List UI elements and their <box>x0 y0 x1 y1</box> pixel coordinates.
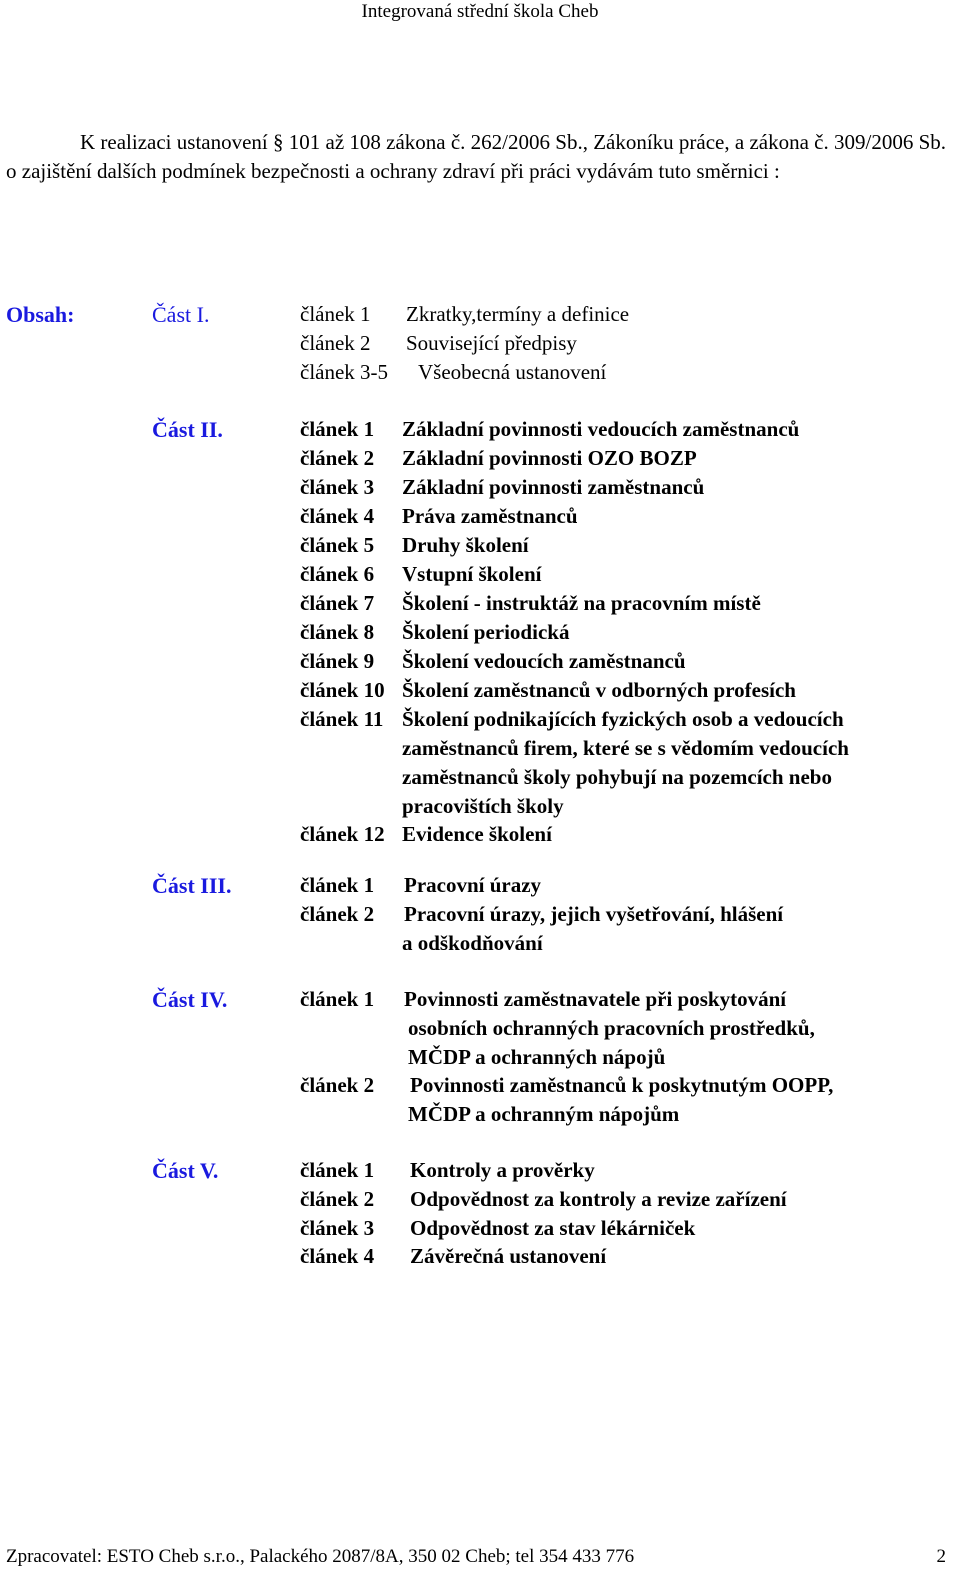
article-title-continuation: MČDP a ochranným nápojům <box>408 1102 680 1126</box>
page-number: 2 <box>936 1546 946 1567</box>
page-header: Integrovaná střední škola Cheb <box>361 1 599 22</box>
article-number: článek 2 <box>300 446 375 470</box>
part-5-article-1 <box>300 1156 595 1185</box>
page-footer <box>6 1545 946 1569</box>
article-number: článek 3 <box>300 1216 375 1240</box>
part-1-article-3 <box>300 358 606 387</box>
article-number: článek 5 <box>300 533 375 557</box>
article-number: článek 1 <box>300 417 375 441</box>
article-title: Evidence školení <box>402 822 552 846</box>
article-title: Všeobecná ustanovení <box>418 360 607 384</box>
article-title: Povinnosti zaměstnanců k poskytnutým OOPP, <box>410 1073 834 1097</box>
article-number: článek 10 <box>300 678 385 702</box>
article-title: Školení periodická <box>402 620 570 644</box>
part-5-label: Část V. <box>152 1158 219 1183</box>
article-number: článek 2 <box>300 1187 375 1211</box>
part-4-article-1 <box>300 985 786 1014</box>
article-title: Práva zaměstnanců <box>402 504 578 528</box>
part-2-article-8 <box>300 618 569 647</box>
part-4-article-2 <box>300 1071 833 1100</box>
part-1-article-1 <box>300 300 629 329</box>
article-title-continuation: zaměstnanců školy pohybují na pozemcích nebo <box>402 765 832 789</box>
part-2-article-3 <box>300 473 704 502</box>
article-title: Povinnosti zaměstnavatele při poskytování <box>404 987 787 1011</box>
article-number: článek 4 <box>300 504 375 528</box>
part-2-article-12 <box>300 820 552 849</box>
article-title: Školení - instruktáž na pracovním místě <box>402 591 761 615</box>
article-title: Základní povinnosti vedoucích zaměstnanců <box>402 417 800 441</box>
intro-paragraph: K realizaci ustanovení § 101 až 108 zákona č. 262/2006 Sb., Zákoníku práce, a zákona č. 309/2006 Sb. o zajištění dalších podmínek bezpečnosti a ochrany zdraví při práci vydávám tuto směrnici : <box>6 130 946 183</box>
article-number: článek 1 <box>300 1158 375 1182</box>
article-number: článek 1 <box>300 987 375 1011</box>
article-title-continuation: pracovištích školy <box>402 794 564 818</box>
toc-label: Obsah: <box>6 302 75 327</box>
article-number: článek 9 <box>300 649 375 673</box>
article-title: Pracovní úrazy <box>404 873 542 897</box>
part-2-article-4 <box>300 502 578 531</box>
article-title: Základní povinnosti zaměstnanců <box>402 475 705 499</box>
article-title-continuation: osobních ochranných pracovních prostředků, <box>408 1016 815 1040</box>
part-2-article-9 <box>300 647 686 676</box>
part-2-article-5 <box>300 531 529 560</box>
article-number: článek 2 <box>300 1073 375 1097</box>
article-number: článek 7 <box>300 591 375 615</box>
article-title: Pracovní úrazy, jejich vyšetřování, hlášení <box>404 902 784 926</box>
part-2-article-2 <box>300 444 697 473</box>
part-5-article-4 <box>300 1242 606 1271</box>
article-title: Školení zaměstnanců v odborných profesích <box>402 678 796 702</box>
article-title: Základní povinnosti OZO BOZP <box>402 446 697 470</box>
article-number: článek 3-5 <box>300 360 389 384</box>
part-1-article-2 <box>300 329 577 358</box>
article-title: Kontroly a prověrky <box>410 1158 595 1182</box>
part-1-label: Část I. <box>152 302 210 327</box>
part-3-article-1 <box>300 871 541 900</box>
article-number: článek 4 <box>300 1244 375 1268</box>
article-title: Odpovědnost za kontroly a revize zařízení <box>410 1187 787 1211</box>
article-title: Vstupní školení <box>402 562 542 586</box>
part-2-article-1 <box>300 415 799 444</box>
article-number: článek 1 <box>300 302 371 326</box>
part-2-article-7 <box>300 589 761 618</box>
article-title: Školení vedoucích zaměstnanců <box>402 649 686 673</box>
article-title: Zkratky,termíny a definice <box>406 302 630 326</box>
article-number: článek 2 <box>300 331 371 355</box>
part-2-article-11 <box>300 705 844 734</box>
part-4-label: Část IV. <box>152 987 228 1012</box>
part-5-article-2 <box>300 1185 787 1214</box>
article-title: Odpovědnost za stav lékárniček <box>410 1216 696 1240</box>
article-number: článek 2 <box>300 902 375 926</box>
article-title-continuation: MČDP a ochranných nápojů <box>408 1045 666 1069</box>
article-number: článek 11 <box>300 707 384 731</box>
part-2-label: Část II. <box>152 417 223 442</box>
footer-text: Zpracovatel: ESTO Cheb s.r.o., Palackého 2087/8A, 350 02 Cheb; tel 354 433 776 <box>6 1546 635 1567</box>
article-number: článek 12 <box>300 822 385 846</box>
article-title: Školení podnikajících fyzických osob a vedoucích <box>402 707 844 731</box>
article-title: Druhy školení <box>402 533 529 557</box>
article-title: Související předpisy <box>406 331 577 355</box>
part-2-article-6 <box>300 560 541 589</box>
article-number: článek 1 <box>300 873 375 897</box>
article-number: článek 8 <box>300 620 375 644</box>
part-5-article-3 <box>300 1214 695 1243</box>
article-title: Závěrečná ustanovení <box>410 1244 607 1268</box>
part-2-article-10 <box>300 676 796 705</box>
part-3-article-2 <box>300 900 783 929</box>
article-number: článek 3 <box>300 475 375 499</box>
article-title-continuation: zaměstnanců firem, které se s vědomím vedoucích <box>402 736 849 760</box>
article-title-continuation: a odškodňování <box>402 931 543 955</box>
article-number: článek 6 <box>300 562 375 586</box>
part-3-label: Část III. <box>152 873 232 898</box>
